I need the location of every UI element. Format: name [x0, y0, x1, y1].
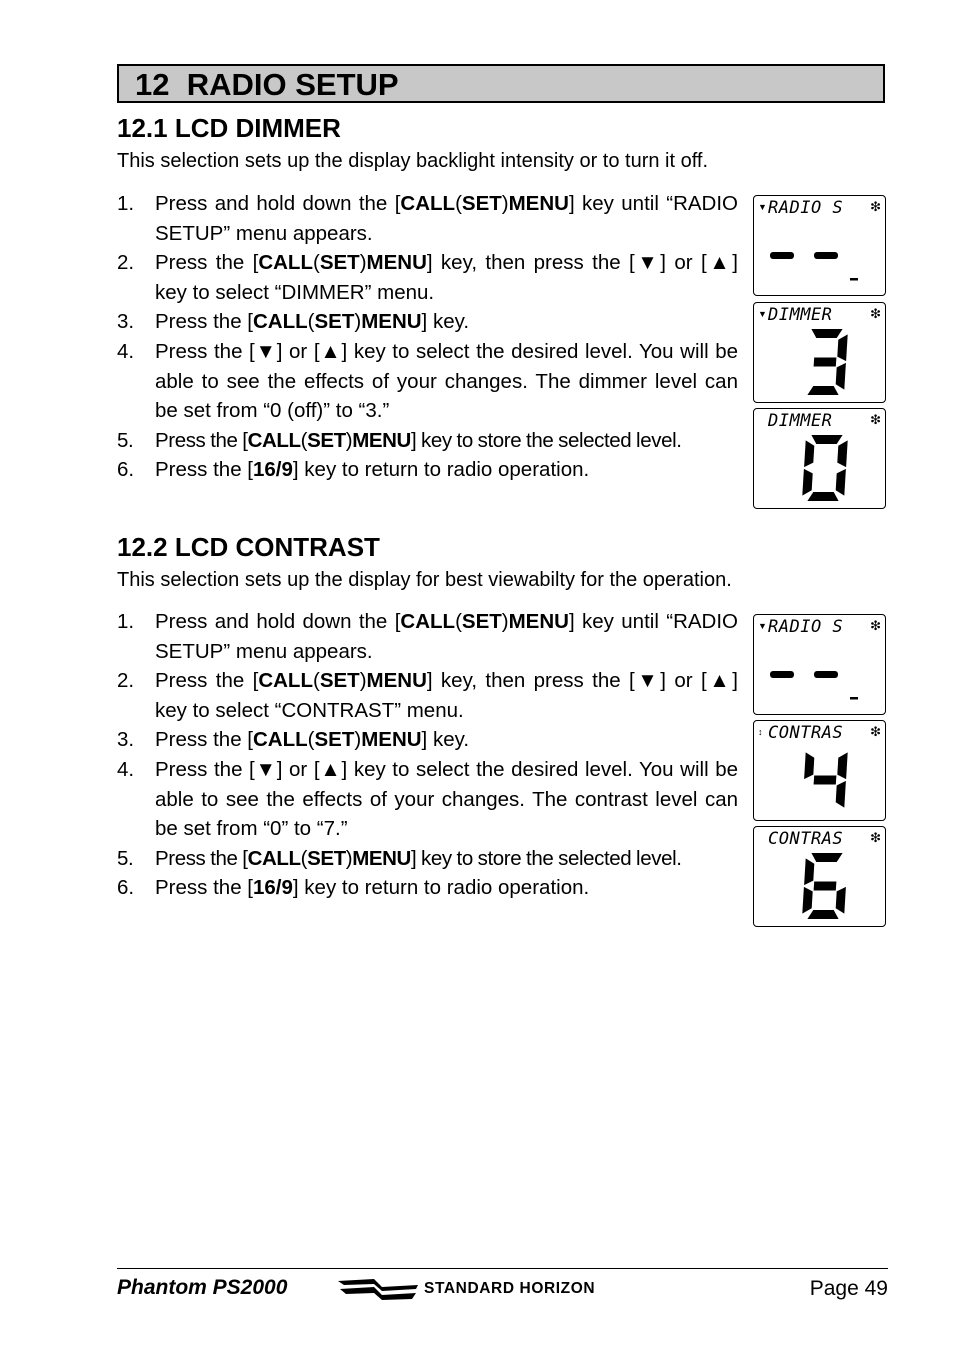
step-item	[117, 426, 738, 456]
lcd-display-contrast-6	[753, 826, 886, 927]
step-number: 2.	[117, 669, 135, 693]
key-name: MENU	[352, 428, 411, 452]
step-number: 2.	[117, 251, 135, 275]
lcd-digit-segment	[814, 776, 837, 785]
step-text: (	[312, 669, 320, 693]
chapter-number: 12	[135, 67, 170, 102]
key-name: MENU	[366, 669, 427, 693]
lcd-digit-segment	[811, 435, 842, 444]
step-number: 3.	[117, 310, 135, 334]
lcd-digit-segment	[811, 329, 842, 338]
lcd-menu-label: CONTRAS	[768, 829, 844, 849]
lcd-scroll-arrow-icon: ▼	[758, 621, 767, 631]
step-number: 1.	[117, 192, 135, 215]
step-text: Press the [	[155, 428, 248, 452]
step-item	[117, 844, 738, 874]
lcd-digit-segment	[804, 752, 814, 779]
key-name: SET	[314, 728, 355, 752]
section-intro-lcd-dimmer: This selection sets up the display backlight intensity or to turn it off.	[117, 150, 709, 172]
key-name: CALL	[253, 728, 308, 752]
step-item	[117, 189, 738, 248]
chapter-title: RADIO SETUP	[186, 67, 399, 102]
step-text: (	[300, 846, 308, 870]
step-text: ] key, then press the [▼] or [▲] key to select “CONTRAST” menu.	[155, 669, 738, 722]
step-text: (	[455, 610, 462, 633]
lcd-value-graphic	[754, 409, 885, 508]
lcd-cursor-segment	[850, 697, 858, 700]
lcd-dash-segment	[770, 252, 794, 259]
step-number: 4.	[117, 339, 135, 363]
lcd-menu-label: DIMMER	[768, 411, 833, 431]
step-text: ] key to store the selected level.	[410, 428, 682, 452]
step-number: 6.	[117, 876, 135, 900]
step-number: 1.	[117, 610, 135, 633]
lcd-dash-segment	[770, 671, 794, 678]
key-name: CALL	[258, 669, 313, 693]
key-name: 16/9	[253, 876, 293, 900]
key-name: MENU	[352, 846, 411, 870]
lcd-cursor-segment	[850, 278, 858, 281]
lcd-digit-segment	[837, 752, 847, 779]
lcd-display-dimmer-3	[753, 302, 886, 403]
lcd-digit-segment	[836, 469, 846, 496]
lcd-scroll-arrow-icon: ▼	[758, 309, 767, 319]
step-text: ] key until “RADIO SETUP” menu appears.	[155, 610, 739, 663]
step-text: Press the [▼] or [▲] key to select the desired level. You will be able to see the effects of your changes. The dimmer level can be set from “0 (off)” to “3.”	[155, 339, 738, 423]
lcd-digit-segment	[836, 363, 846, 390]
footer-model-name: Phantom PS2000	[117, 1276, 288, 1299]
lcd-gps-antenna-icon: ❇	[870, 412, 881, 427]
lcd-digit-segment	[804, 440, 814, 467]
key-name: 16/9	[253, 458, 293, 482]
lcd-digit-segment	[807, 386, 838, 395]
lcd-display-radio-setup-2	[753, 614, 886, 715]
step-text: Press the [	[155, 669, 259, 693]
lcd-gps-antenna-icon: ❇	[870, 830, 881, 845]
lcd-gps-antenna-icon: ❇	[870, 724, 881, 739]
key-name: CALL	[258, 251, 313, 275]
lcd-display-dimmer-0	[753, 408, 886, 509]
step-text: (	[455, 192, 462, 215]
lcd-digit-segment	[837, 440, 847, 467]
lcd-digit-segment	[836, 781, 846, 808]
step-text: Press and hold down the [	[155, 192, 401, 215]
step-item	[117, 873, 738, 903]
lcd-value-graphic	[754, 615, 885, 714]
step-text: (	[307, 728, 315, 752]
lcd-digit-segment	[836, 887, 846, 914]
lcd-digit-segment	[802, 469, 812, 496]
step-text: ] key.	[421, 728, 470, 752]
footer-brand-name: STANDARD HORIZON	[424, 1280, 596, 1297]
key-name: SET	[461, 192, 502, 215]
step-text: ] key to return to radio operation.	[292, 876, 590, 900]
lcd-dash-segment	[814, 252, 838, 259]
key-name: CALL	[247, 846, 301, 870]
key-name: MENU	[361, 310, 422, 334]
key-name: CALL	[400, 610, 456, 633]
section-title-lcd-contrast: 12.2 LCD CONTRAST	[117, 532, 380, 562]
step-text: Press the [	[155, 846, 248, 870]
steps-list-lcd-dimmer	[117, 189, 738, 485]
step-text: Press the [	[155, 310, 253, 334]
step-number: 6.	[117, 458, 135, 482]
key-name: CALL	[400, 192, 456, 215]
step-text: ] key.	[421, 310, 470, 334]
lcd-value-graphic	[754, 196, 885, 295]
key-name: SET	[319, 251, 360, 275]
lcd-value-graphic	[754, 827, 885, 926]
section-intro-lcd-contrast: This selection sets up the display for best viewabilty for the operation.	[117, 569, 732, 591]
standard-horizon-logo-icon	[338, 1274, 420, 1302]
step-text: )	[359, 251, 367, 275]
lcd-menu-label: RADIO S	[768, 617, 844, 637]
lcd-dash-segment	[814, 671, 838, 678]
lcd-digit-segment	[807, 910, 838, 919]
key-name: SET	[314, 310, 355, 334]
key-name: MENU	[366, 251, 427, 275]
step-text: )	[354, 728, 362, 752]
lcd-value-graphic	[754, 721, 885, 820]
lcd-menu-label: CONTRAS	[768, 723, 844, 743]
step-text: ] key until “RADIO SETUP” menu appears.	[155, 192, 739, 245]
footer-divider	[117, 1268, 888, 1269]
key-name: CALL	[247, 428, 301, 452]
lcd-scroll-arrow-icon: ▼	[758, 202, 767, 212]
key-name: SET	[319, 669, 360, 693]
step-number: 4.	[117, 757, 135, 781]
lcd-digit-segment	[837, 334, 847, 361]
step-text: Press and hold down the [	[155, 610, 401, 633]
lcd-gps-antenna-icon: ❇	[870, 199, 881, 214]
step-text: )	[354, 310, 362, 334]
step-text: ] key to return to radio operation.	[292, 458, 590, 482]
lcd-digit-segment	[811, 853, 842, 862]
step-text: Press the [	[155, 251, 259, 275]
step-text: Press the [	[155, 728, 253, 752]
step-text: )	[501, 192, 509, 215]
key-name: CALL	[253, 310, 308, 334]
step-item	[117, 755, 738, 844]
lcd-digit-segment	[814, 882, 837, 891]
steps-list-lcd-contrast	[117, 607, 738, 903]
step-number: 3.	[117, 728, 135, 752]
key-name: SET	[307, 428, 346, 452]
step-number: 5.	[117, 428, 134, 452]
lcd-gps-antenna-icon: ❇	[870, 618, 881, 633]
lcd-menu-label: DIMMER	[768, 305, 833, 325]
lcd-digit-segment	[804, 858, 814, 885]
step-item	[117, 666, 738, 725]
lcd-digit-segment	[807, 492, 838, 501]
step-item	[117, 307, 738, 337]
lcd-display-radio-setup	[753, 195, 886, 296]
step-text: )	[345, 846, 353, 870]
step-item	[117, 455, 738, 485]
lcd-digit-segment	[802, 887, 812, 914]
step-text: )	[359, 669, 367, 693]
step-text: )	[501, 610, 509, 633]
footer-page-number: Page 49	[809, 1277, 888, 1300]
step-text: (	[307, 310, 315, 334]
step-text: Press the [▼] or [▲] key to select the desired level. You will be able to see the effects of your changes. The contrast level can be set from “0” to “7.”	[155, 757, 738, 841]
step-text: )	[345, 428, 353, 452]
step-text: Press the [	[155, 458, 253, 482]
step-item	[117, 337, 738, 426]
lcd-scroll-arrow-icon: ↕	[758, 727, 763, 737]
step-text: Press the [	[155, 876, 253, 900]
step-text: ] key, then press the [▼] or [▲] key to select “DIMMER” menu.	[155, 251, 738, 304]
key-name: SET	[461, 610, 502, 633]
key-name: SET	[307, 846, 346, 870]
step-text: ] key to store the selected level.	[410, 846, 682, 870]
chapter-heading	[117, 64, 885, 103]
step-item	[117, 607, 738, 666]
lcd-digit-segment	[814, 358, 837, 367]
step-number: 5.	[117, 846, 134, 870]
key-name: MENU	[361, 728, 422, 752]
lcd-menu-label: RADIO S	[768, 198, 844, 218]
key-name: MENU	[508, 610, 569, 633]
step-item	[117, 725, 738, 755]
section-title-lcd-dimmer: 12.1 LCD DIMMER	[117, 113, 341, 143]
step-text: (	[300, 428, 308, 452]
step-item	[117, 248, 738, 307]
step-text: (	[312, 251, 320, 275]
lcd-gps-antenna-icon: ❇	[870, 306, 881, 321]
lcd-value-graphic	[754, 303, 885, 402]
key-name: MENU	[508, 192, 569, 215]
lcd-display-contrast-4	[753, 720, 886, 821]
